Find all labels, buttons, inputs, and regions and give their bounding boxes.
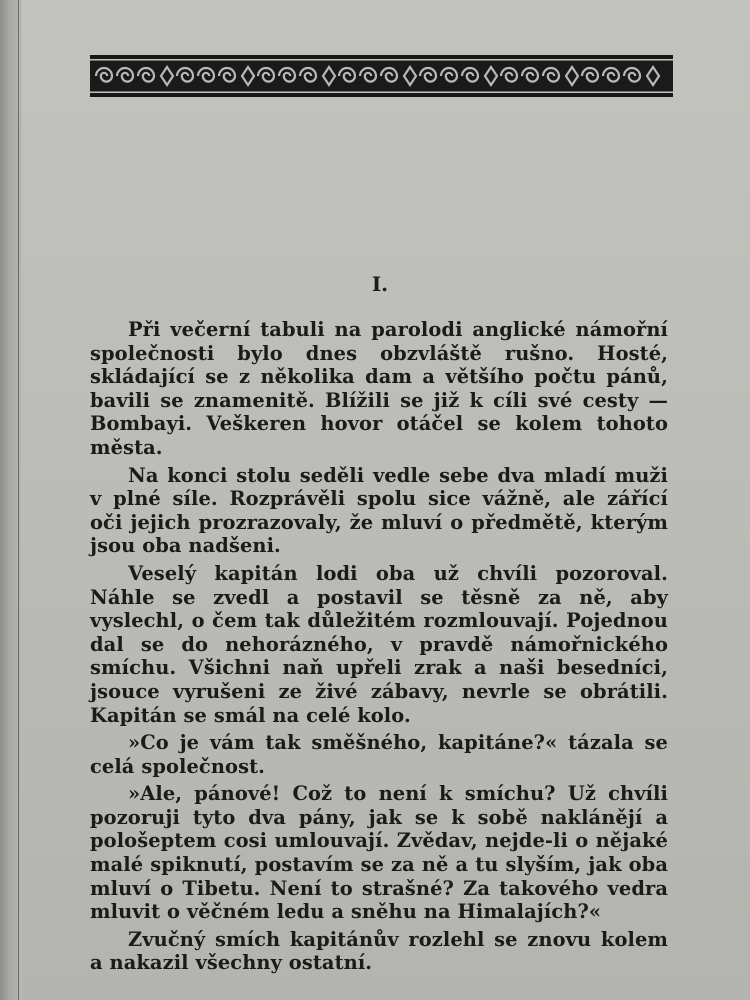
body-text	[90, 318, 668, 979]
paragraph: Na konci stolu seděli vedle sebe dva mladí muži v plné síle. Rozprávěli spolu sice vážně, ale zářící oči jejich prozrazovaly, že mluví o předmětě, kterým jsou oba nadšeni.	[90, 463, 668, 558]
paragraph: Při večerní tabuli na parolodi anglické námořní společnosti bylo dnes obzvláště rušno. Hosté, skládající se z několika dam a většího počtu pánů, bavili se znamenitě. Blížili se již k cíli své cesty — Bombayi. Veškeren hovor otáčel se kolem tohoto města.	[90, 318, 668, 459]
paragraph: Veselý kapitán lodi oba už chvíli pozoroval. Náhle se zvedl a postavil se těsně za ně, aby vyslechl, o čem tak důležitém rozmlouvají. Pojednou dal se do nehorázného, v pravdě námořnického smíchu. Všichni naň upřeli zrak a naši besedníci, jsouce vyrušeni ze živé zábavy, nevrle se obrátili. Kapitán se smál na celé kolo.	[90, 561, 668, 727]
page-edge-line	[18, 0, 19, 1000]
chapter-heading: I.	[371, 272, 389, 296]
paragraph: »Ale, pánové! Což to není k smíchu? Už chvíli pozoruji tyto dva pány, jak se k sobě naklánějí a pološeptem cosi umlouvají. Zvědav, nejde-li o nějaké malé spiknutí, postavím se za ně a tu slyším, jak oba mluví o Tibetu. Není to strašné? Za takového vedra mluvit o věčném ledu a sněhu na Himalajích?«	[90, 782, 668, 924]
paragraph: »Co je vám tak směšného, kapitáne?« tázala se celá společnost.	[90, 731, 668, 778]
ornamental-header-band	[90, 55, 673, 97]
paragraph: Zvučný smích kapitánův rozlehl se znovu kolem a nakazil všechny ostatní.	[90, 927, 668, 975]
